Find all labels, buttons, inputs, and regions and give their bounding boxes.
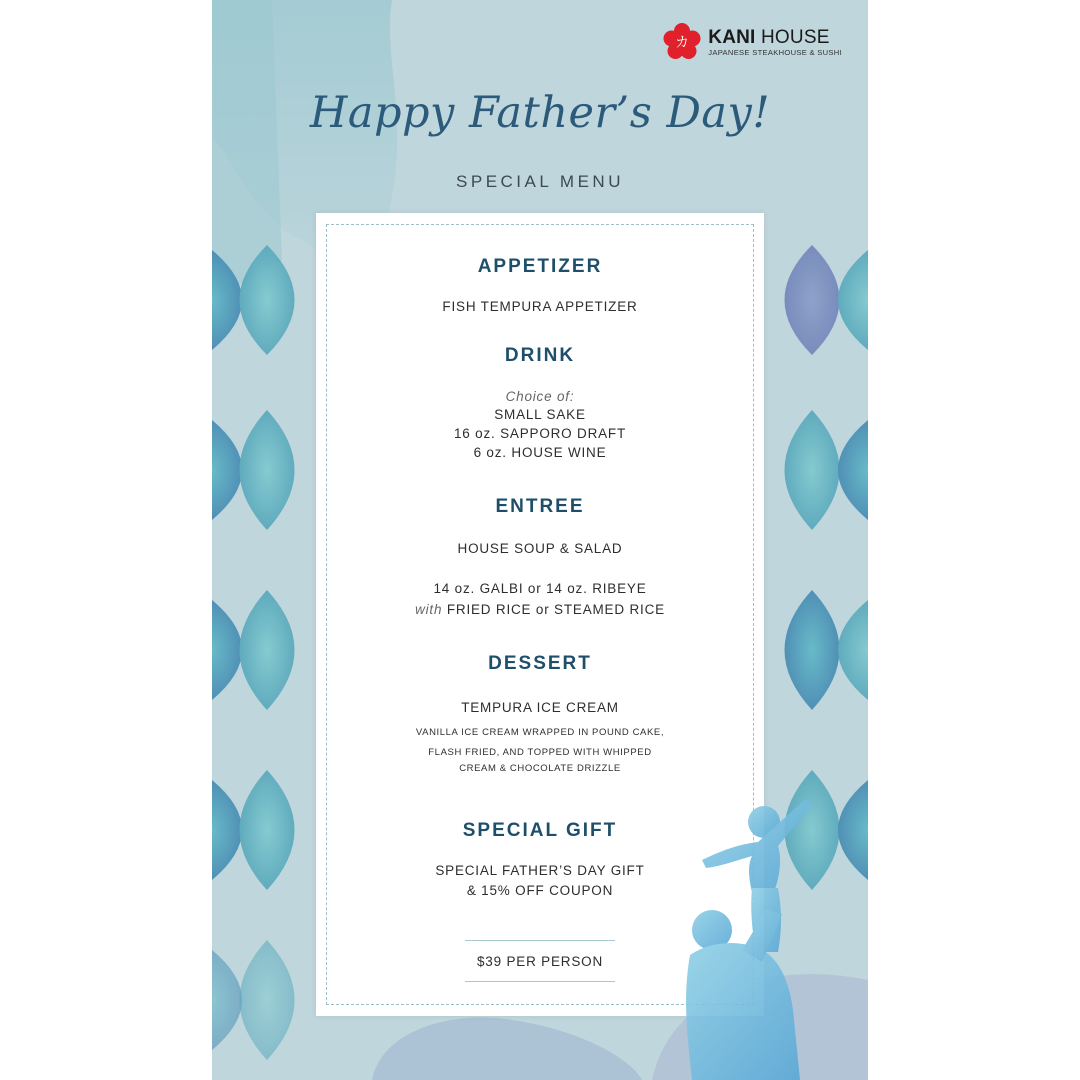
dessert-item: TEMPURA ICE CREAM <box>461 700 619 715</box>
svg-text:カ: カ <box>675 35 690 51</box>
dessert-description: FLASH FRIED, AND TOPPED WITH WHIPPED <box>428 747 652 758</box>
drink-option: SMALL SAKE <box>494 407 586 422</box>
dessert-heading: DESSERT <box>488 653 592 674</box>
entree-heading: ENTREE <box>495 496 585 517</box>
drink-heading: DRINK <box>504 345 576 366</box>
drink-intro: Choice of: <box>505 389 575 404</box>
entree-line: 14 oz. GALBI or 14 oz. RIBEYE <box>433 581 647 596</box>
page-subtitle: SPECIAL MENU <box>456 172 624 191</box>
appetizer-heading: APPETIZER <box>477 256 603 277</box>
appetizer-item: FISH TEMPURA APPETIZER <box>442 299 638 314</box>
kani-house-logo <box>662 22 842 62</box>
brand-tagline: JAPANESE STEAKHOUSE & SUSHI <box>708 47 842 57</box>
dessert-description: VANILLA ICE CREAM WRAPPED IN POUND CAKE, <box>415 727 665 738</box>
entree-line: with FRIED RICE or STEAMED RICE <box>415 602 665 617</box>
cherry-blossom-logo-icon <box>662 22 702 62</box>
brand-name: KANI HOUSE <box>708 26 830 48</box>
gift-line: SPECIAL FATHER’S DAY GIFT <box>435 863 645 878</box>
drink-option: 16 oz. SAPPORO DRAFT <box>453 426 627 441</box>
entree-line: HOUSE SOUP & SALAD <box>457 541 623 556</box>
page-title: Happy Father’s Day! <box>309 88 771 138</box>
dessert-description: CREAM & CHOCOLATE DRIZZLE <box>459 763 621 774</box>
drink-option: 6 oz. HOUSE WINE <box>473 445 607 460</box>
gift-line: & 15% OFF COUPON <box>466 883 614 898</box>
price-label: $39 PER PERSON <box>465 940 615 982</box>
gift-heading: SPECIAL GIFT <box>462 820 618 841</box>
father-child-silhouette-icon <box>682 780 868 1080</box>
menu-poster <box>212 0 868 1080</box>
